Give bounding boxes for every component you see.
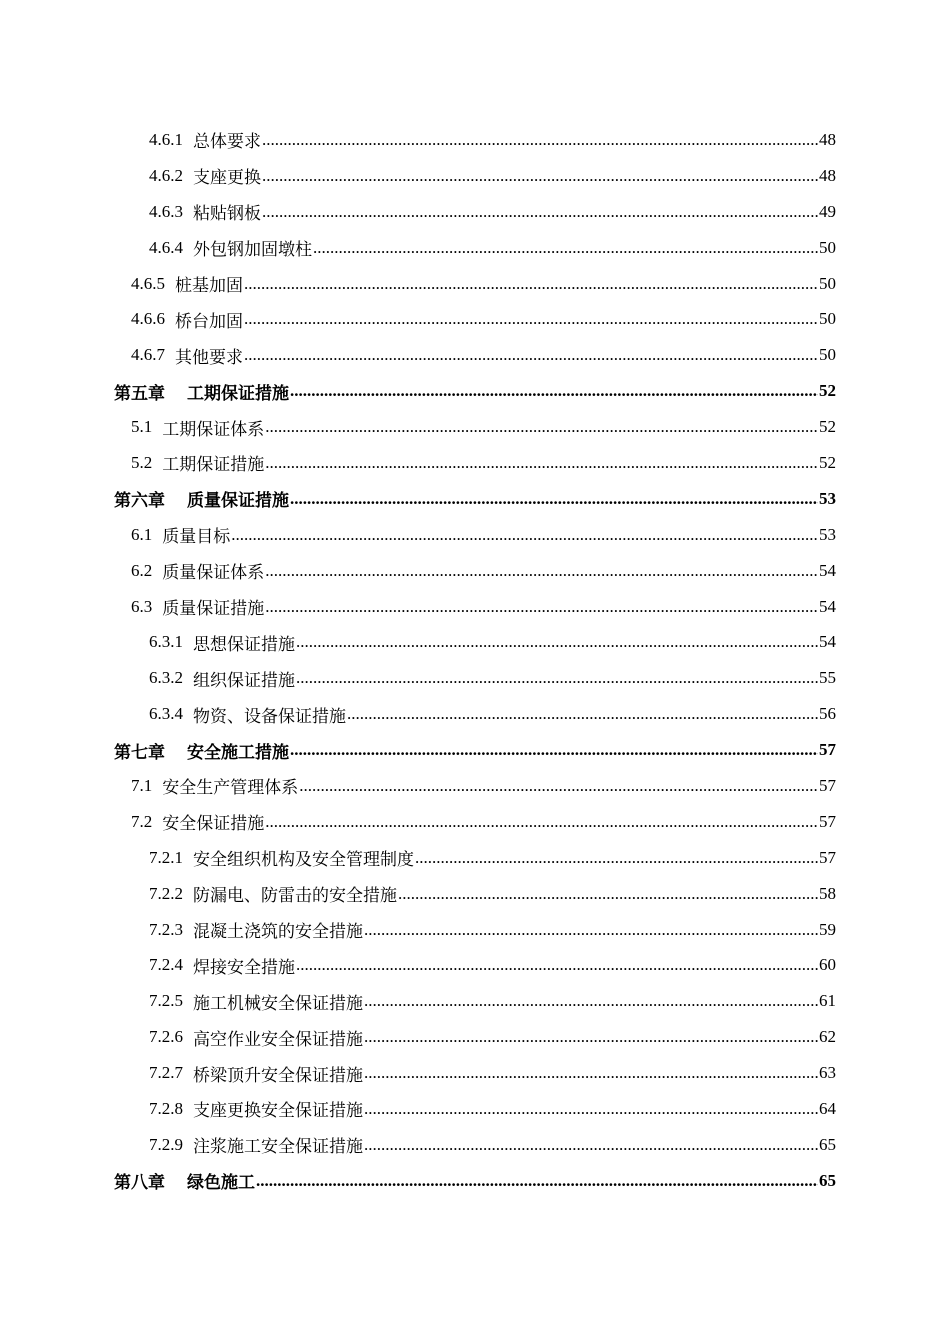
toc-entry[interactable] [0,589,950,625]
toc-page-number: 64 [819,1098,836,1118]
toc-page-number: 60 [819,955,836,975]
toc-entry-title: 安全组织机构及安全管理制度 [193,850,414,871]
toc-page-number: 48 [819,129,836,149]
toc-page-number: 48 [819,165,836,185]
toc-entry-title: 桥台加固 [175,311,243,332]
toc-entry[interactable] [0,1019,950,1055]
toc-entry-title: 桩基加固 [175,276,243,296]
toc-page-number: 53 [819,488,836,508]
toc-page-number: 57 [819,775,836,795]
toc-entry-title: 物资、设备保证措施 [193,706,346,727]
toc-chapter-entry[interactable] [0,481,950,517]
toc-entry[interactable] [0,230,950,266]
toc-page-number: 57 [819,740,836,760]
toc-dot-leader [296,632,818,652]
toc-dot-leader [262,130,818,150]
toc-entry-number: 6.3.2 [149,668,183,688]
toc-dot-leader [265,561,818,581]
toc-chapter-entry[interactable] [0,373,950,409]
toc-entry-title: 安全保证措施 [162,814,265,835]
toc-entry-number: 5.1 [131,417,153,437]
toc-entry[interactable] [0,804,950,840]
toc-entry[interactable] [0,660,950,696]
toc-entry[interactable] [0,947,950,983]
toc-page-number: 62 [819,1027,836,1047]
toc-page-number: 52 [819,417,836,437]
toc-entry-number: 7.1 [131,775,153,795]
toc-page-number: 54 [819,560,836,580]
toc-entry-number: 5.2 [131,452,153,472]
toc-entry-title: 外包钢加固墩柱 [193,240,312,261]
toc-entry-title: 工期保证体系 [162,419,265,440]
toc-dot-leader [265,597,818,617]
toc-entry-title: 注浆施工安全保证措施 [193,1137,363,1158]
toc-entry[interactable] [0,696,950,732]
toc-dot-leader [313,238,818,258]
toc-entry-number: 第六章 [114,491,165,511]
toc-dot-leader [244,309,818,329]
toc-entry-number: 7.2.4 [149,955,183,975]
toc-entry-number: 7.2.1 [149,847,183,867]
toc-entry[interactable] [0,517,950,553]
toc-entry-title: 粘贴钢板 [193,204,261,225]
toc-entry-number: 4.6.4 [149,237,183,257]
toc-dot-leader [265,417,818,437]
toc-entry-title: 防漏电、防雷击的安全措施 [193,886,397,907]
toc-entry[interactable] [0,337,950,373]
toc-chapter-entry[interactable] [0,732,950,768]
toc-entry-number: 6.3.4 [149,704,183,724]
toc-page-number: 49 [819,201,836,221]
toc-entry-title: 组织保证措施 [193,670,295,691]
toc-entry-number: 7.2.8 [149,1098,183,1118]
toc-entry[interactable] [0,768,950,804]
toc-dot-leader [415,848,818,868]
toc-dot-leader [364,920,818,940]
toc-page-number: 65 [819,1134,836,1154]
toc-entry[interactable] [0,912,950,948]
toc-entry-number: 6.3.1 [149,632,183,652]
toc-dot-leader [296,668,818,688]
toc-entry-number: 7.2.6 [149,1027,183,1047]
toc-entry-title: 安全生产管理体系 [162,778,299,799]
toc-entry[interactable] [0,445,950,481]
toc-dot-leader [290,489,818,509]
toc-page-number: 63 [819,1063,836,1083]
toc-page-number: 52 [819,452,836,472]
toc-entry[interactable] [0,409,950,445]
toc-page-number: 65 [819,1170,836,1190]
toc-page-number: 61 [819,991,836,1011]
toc-entry[interactable] [0,266,950,302]
toc-entry-title: 工期保证措施 [162,455,265,476]
toc-dot-leader [296,955,818,975]
toc-entry[interactable] [0,301,950,337]
toc-entry-title: 总体要求 [193,132,261,153]
toc-dot-leader [364,1135,818,1155]
toc-entry-number: 4.6.5 [131,273,165,293]
toc-dot-leader [364,991,818,1011]
toc-entry[interactable] [0,1127,950,1163]
toc-page-number: 53 [819,524,836,544]
toc-page-number: 59 [819,919,836,939]
toc-dot-leader [265,812,818,832]
toc-page-number: 52 [819,381,836,401]
toc-dot-leader [290,740,818,760]
toc-entry-title: 桥梁顶升安全保证措施 [193,1065,363,1086]
toc-page-number: 56 [819,704,836,724]
toc-entry-title: 混凝土浇筑的安全措施 [193,922,363,943]
toc-entry-title: 支座更换安全保证措施 [193,1101,363,1122]
toc-entry-number: 7.2.7 [149,1063,183,1083]
toc-entry[interactable] [0,1091,950,1127]
toc-dot-leader [265,453,818,473]
toc-entry-title: 质量目标 [162,527,231,548]
toc-entry[interactable] [0,1055,950,1091]
toc-entry-title: 思想保证措施 [193,634,295,655]
toc-dot-leader [299,776,818,796]
toc-chapter-entry[interactable] [0,1163,950,1199]
toc-entry-title: 安全施工措施 [187,742,289,763]
toc-entry-title: 质量保证措施 [187,491,289,512]
toc-entry-title: 质量保证体系 [162,563,265,584]
toc-entry[interactable] [0,122,950,158]
toc-entry-title: 其他要求 [175,347,243,368]
toc-entry[interactable] [0,624,950,660]
toc-dot-leader [364,1027,818,1047]
toc-entry-number: 第八章 [114,1173,165,1193]
toc-dot-leader [262,166,818,186]
toc-entry-number: 4.6.1 [149,129,183,149]
toc-entry-number: 6.1 [131,524,153,544]
toc-page-number: 57 [819,811,836,831]
table-of-contents [0,122,950,1199]
toc-entry-number: 第五章 [114,383,165,403]
toc-entry-number: 4.6.3 [149,201,183,221]
toc-entry-title: 绿色施工 [187,1173,255,1194]
toc-dot-leader [364,1063,818,1083]
toc-entry-number: 7.2 [131,811,153,831]
toc-page-number: 50 [819,309,836,329]
toc-entry-title: 质量保证措施 [162,599,265,620]
toc-page-number: 57 [819,847,836,867]
toc-entry-number: 第七章 [114,742,165,762]
toc-entry-title: 施工机械安全保证措施 [193,993,363,1014]
toc-dot-leader [256,1171,818,1191]
toc-dot-leader [364,1099,818,1119]
toc-page-number: 50 [819,345,836,365]
toc-entry-number: 6.2 [131,560,153,580]
toc-entry[interactable] [0,194,950,230]
toc-entry-title: 高空作业安全保证措施 [193,1029,363,1050]
toc-page-number: 50 [819,237,836,257]
toc-entry[interactable] [0,158,950,194]
toc-entry-number: 7.2.5 [149,991,183,1011]
toc-entry-title: 支座更换 [193,168,261,189]
toc-entry-number: 7.2.9 [149,1134,183,1154]
toc-dot-leader [231,525,818,545]
toc-entry-number: 4.6.6 [131,309,165,329]
toc-dot-leader [290,381,818,401]
toc-entry[interactable] [0,840,950,876]
toc-dot-leader [244,274,818,294]
toc-entry-title: 焊接安全措施 [193,957,295,978]
toc-entry[interactable] [0,983,950,1019]
toc-page-number: 58 [819,883,836,903]
toc-entry[interactable] [0,876,950,912]
toc-dot-leader [398,884,818,904]
toc-page-number: 55 [819,668,836,688]
toc-entry-number: 7.2.2 [149,883,183,903]
toc-entry[interactable] [0,553,950,589]
toc-page-number: 54 [819,596,836,616]
toc-entry-number: 7.2.3 [149,919,183,939]
toc-dot-leader [262,202,818,222]
toc-dot-leader [347,704,818,724]
toc-entry-title: 工期保证措施 [187,383,289,404]
toc-page-number: 54 [819,632,836,652]
toc-entry-number: 4.6.2 [149,165,183,185]
toc-entry-number: 4.6.7 [131,345,165,365]
toc-dot-leader [244,345,818,365]
toc-page-number: 50 [819,273,836,293]
toc-entry-number: 6.3 [131,596,153,616]
